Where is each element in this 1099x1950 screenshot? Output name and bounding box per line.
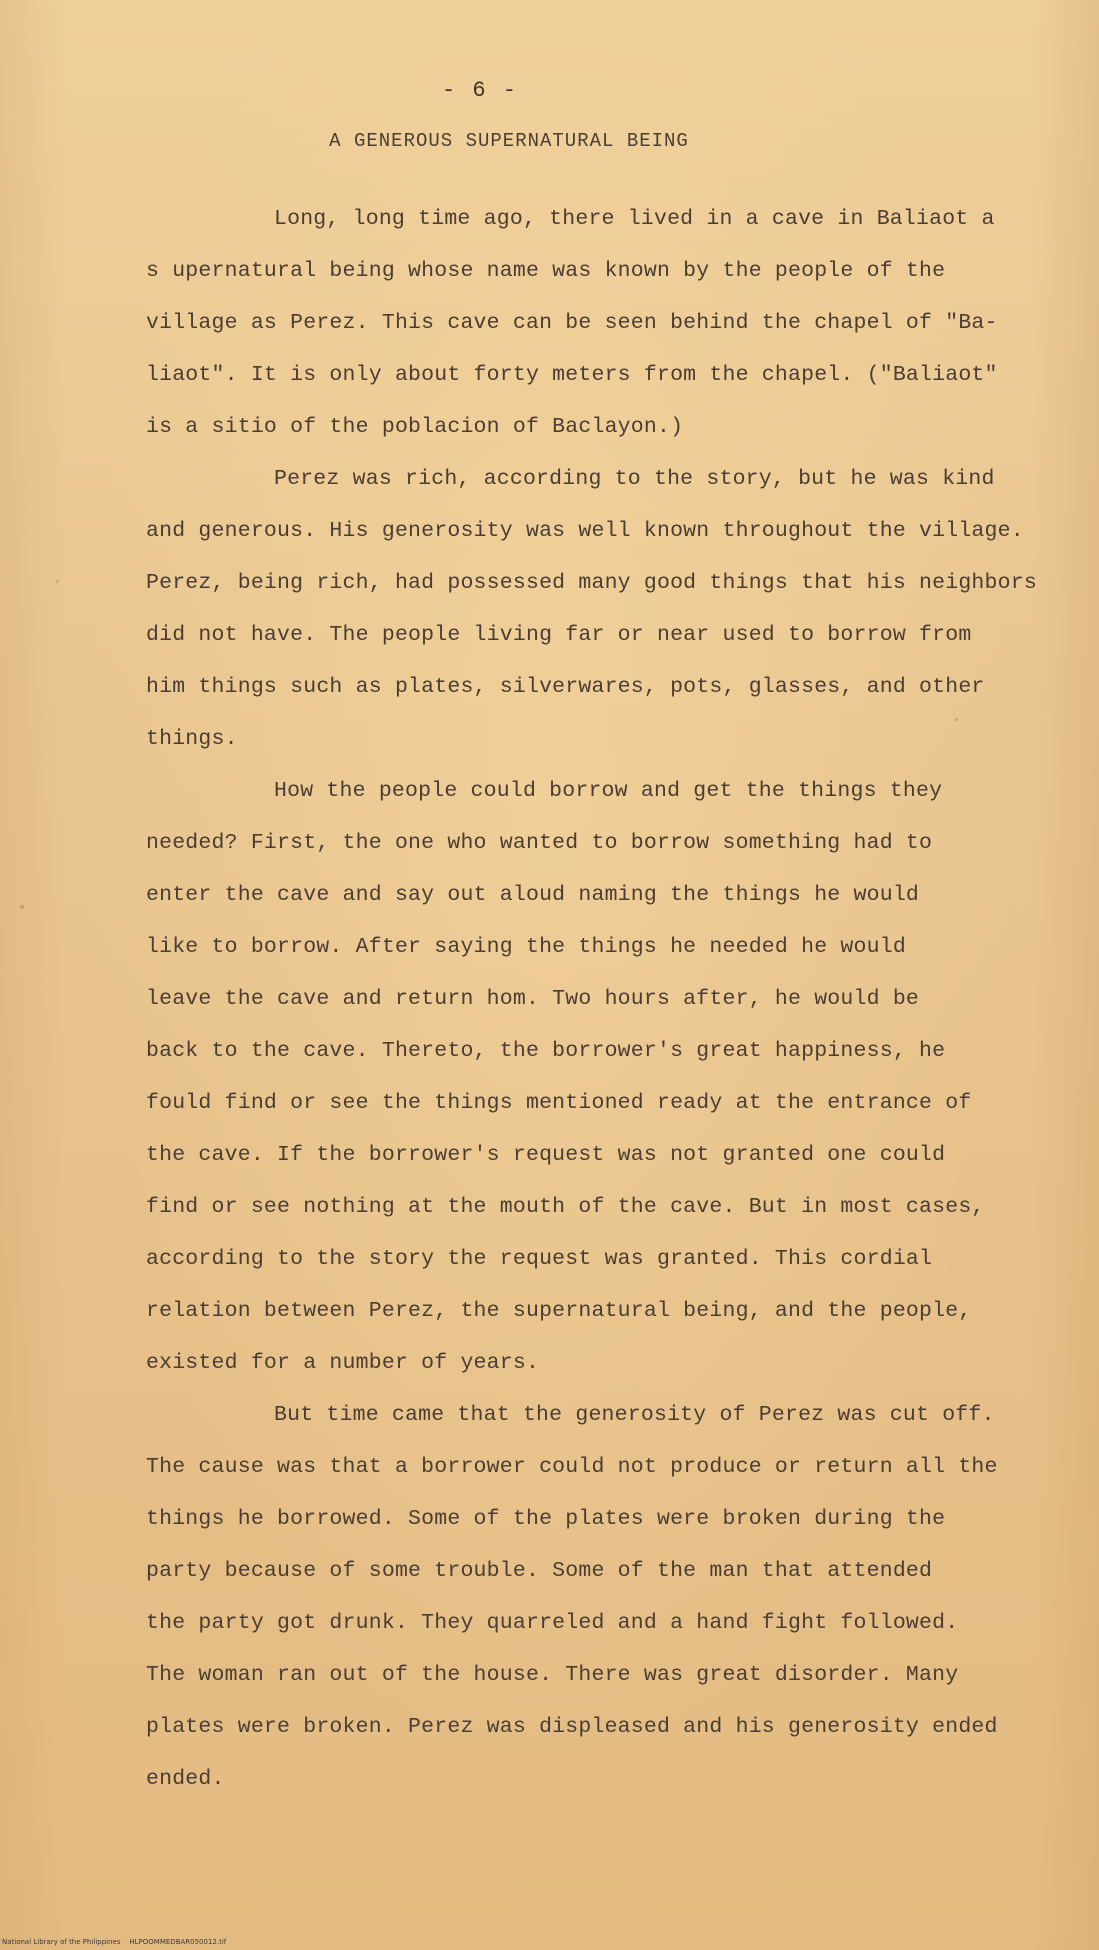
text-line: Long, long time ago, there lived in a cave in Baliaot a	[274, 207, 995, 231]
text-line: Perez, being rich, had possessed many good things that his neighbors	[146, 571, 1037, 595]
text-line: leave the cave and return hom. Two hours after, he would be	[146, 987, 920, 1011]
text-line: and generous. His generosity was well known throughout the village.	[146, 519, 1024, 543]
text-line: is a sitio of the poblacion of Baclayon.)	[146, 415, 684, 439]
text-line: fould find or see the things mentioned ready at the entrance of	[146, 1091, 972, 1115]
text-line: the party got drunk. They quarreled and a hand fight followed.	[146, 1611, 959, 1635]
archive-footer: National Library of the Philippines HLPOOMMEDBAR050012.tif	[2, 1938, 227, 1946]
text-line: relation between Perez, the supernatural being, and the people,	[146, 1299, 972, 1323]
text-line: him things such as plates, silverwares, pots, glasses, and other	[146, 675, 985, 699]
text-line: The woman ran out of the house. There was great disorder. Many	[146, 1663, 959, 1687]
text-line: party because of some trouble. Some of the man that attended	[146, 1559, 933, 1583]
text-line: things.	[146, 727, 238, 751]
text-line: like to borrow. After saying the things he needed he would	[146, 935, 906, 959]
paper-speck	[20, 905, 24, 909]
story-body	[146, 200, 1046, 1812]
page-number: - 6 -	[441, 78, 518, 103]
text-line: liaot". It is only about forty meters from the chapel. ("Baliaot"	[146, 363, 998, 387]
text-line: existed for a number of years.	[146, 1351, 540, 1375]
paper-speck	[56, 580, 59, 583]
text-line: according to the story the request was granted. This cordial	[146, 1247, 933, 1271]
text-line: the cave. If the borrower's request was not granted one could	[146, 1143, 946, 1167]
text-line: plates were broken. Perez was displeased and his generosity ended	[146, 1715, 998, 1739]
text-line: How the people could borrow and get the things they	[274, 779, 943, 803]
text-line: back to the cave. Thereto, the borrower's great happiness, he	[146, 1039, 946, 1063]
text-line: village as Perez. This cave can be seen behind the chapel of "Ba-	[146, 311, 998, 335]
story-title: A GENEROUS SUPERNATURAL BEING	[329, 130, 689, 152]
text-line: find or see nothing at the mouth of the cave. But in most cases,	[146, 1195, 985, 1219]
text-line: did not have. The people living far or near used to borrow from	[146, 623, 972, 647]
text-line: s upernatural being whose name was known by the people of the	[146, 259, 946, 283]
text-line: ended.	[146, 1767, 225, 1791]
text-line: things he borrowed. Some of the plates were broken during the	[146, 1507, 946, 1531]
paper-speck	[955, 718, 958, 721]
text-line: But time came that the generosity of Perez was cut off.	[274, 1403, 995, 1427]
text-line: Perez was rich, according to the story, but he was kind	[274, 467, 995, 491]
text-line: enter the cave and say out aloud naming the things he would	[146, 883, 920, 907]
text-line: needed? First, the one who wanted to borrow something had to	[146, 831, 933, 855]
text-line: The cause was that a borrower could not produce or return all the	[146, 1455, 998, 1479]
